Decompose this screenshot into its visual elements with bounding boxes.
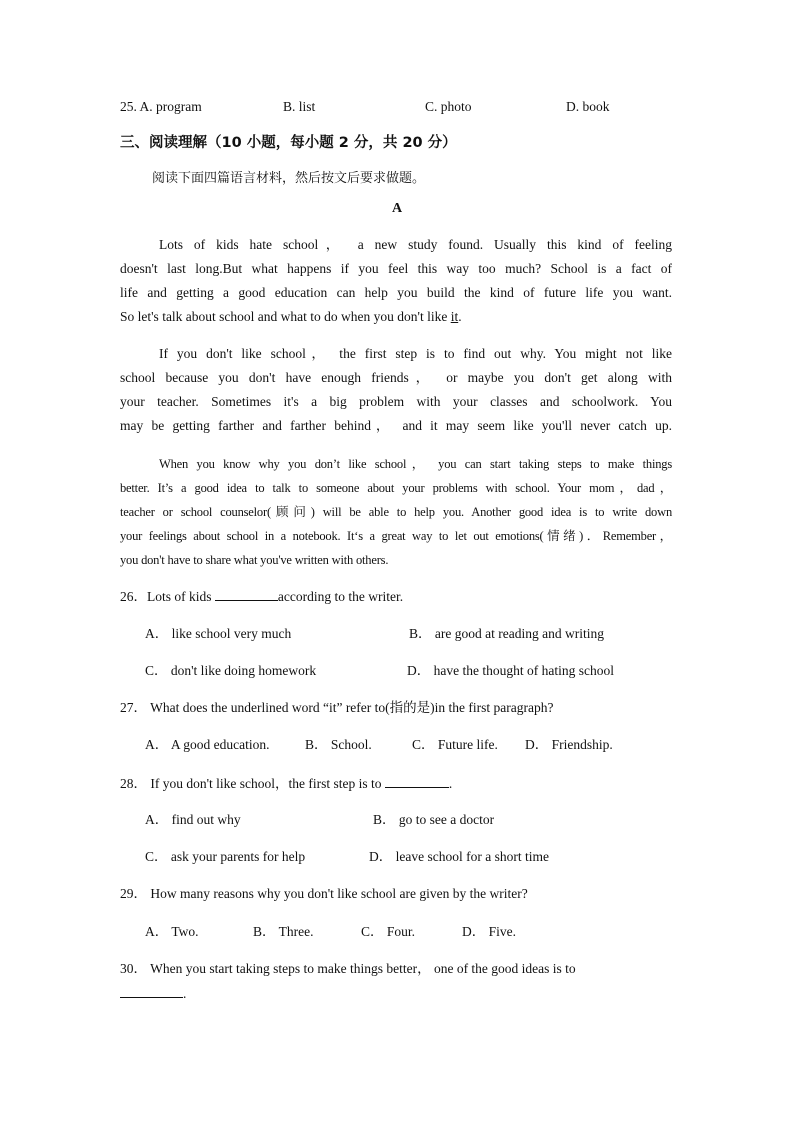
q25-option-c: C. photo	[425, 99, 472, 114]
paragraph-line: doesn't last long.But what happens if you feel this way too much? School is a fact of	[120, 261, 672, 276]
q29-option-b: B． Three.	[253, 924, 314, 939]
paragraph-line: school because you don't have enough friends， or maybe you don't get along with	[120, 370, 672, 385]
q29-option-c: C． Four.	[361, 924, 416, 939]
question-stem: 28． If you don't like school，the first step is to	[120, 776, 385, 791]
line-text: So let's talk about school and what to do when you don't like	[120, 309, 451, 324]
q29-option-a: A． Two.	[145, 924, 199, 939]
q26-option-c: C． don't like doing homework	[145, 663, 317, 678]
paragraph-line: life and getting a good education can help you build the kind of future life you want.	[120, 285, 672, 300]
paragraph-line: may be getting farther and farther behind， and it may seem like you'll never catch up.	[120, 418, 672, 433]
q25-option-d: D. book	[566, 99, 610, 114]
question-stem: 26．Lots of kids	[120, 589, 215, 604]
q27-option-a: A． A good education.	[145, 737, 270, 752]
question-29: 29． How many reasons why you don't like school are given by the writer?	[120, 886, 528, 901]
q27-option-c: C． Future life.	[412, 737, 498, 752]
q28-option-a: A． find out why	[145, 812, 241, 827]
q26-option-d: D． have the thought of hating school	[407, 663, 614, 678]
question-30: 30． When you start taking steps to make things better， one of the good ideas is to	[120, 961, 576, 976]
paragraph-line: better. It’s a good idea to talk to someone about your problems with school. Your mom，dad，	[120, 481, 672, 495]
question-stem: .	[448, 776, 453, 791]
answer-blank	[120, 984, 183, 998]
line-text: .	[458, 309, 462, 324]
section-heading: 三、阅读理解（10 小题，每小题 2 分，共 20 分）	[120, 135, 457, 151]
q28-option-d: D． leave school for a short time	[369, 849, 549, 864]
q26-option-a: A． like school very much	[145, 626, 292, 641]
paragraph-line: you don't have to share what you've written with others.	[120, 553, 389, 567]
paragraph-line: When you know why you don’t like school， you can start taking steps to make things	[159, 457, 672, 471]
q28-option-c: C． ask your parents for help	[145, 849, 306, 864]
paragraph-line: your feelings about school in a notebook. It‘s a great way to let out emotions(情绪)．Remember，	[120, 529, 672, 543]
question-30-continuation	[120, 984, 186, 1003]
paragraph-line: Lots of kids hate school， a new study found. Usually this kind of feeling	[159, 237, 672, 252]
passage-title: A	[391, 201, 403, 216]
paragraph-line: If you don't like school， the first step is to find out why. You might not like	[159, 346, 672, 361]
question-stem: according to the writer.	[277, 589, 404, 604]
paragraph-line	[120, 308, 672, 326]
section-instruction: 阅读下面四篇语言材料，然后按文后要求做题。	[152, 171, 426, 186]
question-27: 27． What does the underlined word “it” refer to(指的是)in the first paragraph?	[120, 700, 554, 715]
q25-option-a: 25. A. program	[120, 99, 202, 114]
q28-option-b: B． go to see a doctor	[373, 812, 495, 827]
paragraph-line: teacher or school counselor(顾问) will be able to help you. Another good idea is to write down	[120, 505, 672, 519]
q27-option-b: B． School.	[305, 737, 372, 752]
q26-option-b: B． are good at reading and writing	[409, 626, 604, 641]
answer-blank	[385, 774, 449, 788]
answer-blank	[215, 587, 278, 601]
q29-option-d: D． Five.	[462, 924, 516, 939]
question-26	[120, 587, 403, 606]
q27-option-d: D． Friendship.	[525, 737, 613, 752]
paragraph-line: your teacher. Sometimes it's a big problem with your classes and schoolwork. You	[120, 394, 672, 409]
q25-option-b: B. list	[283, 99, 316, 114]
question-28	[120, 774, 452, 793]
question-stem: .	[183, 986, 187, 1001]
underlined-word-it: it	[450, 309, 459, 324]
